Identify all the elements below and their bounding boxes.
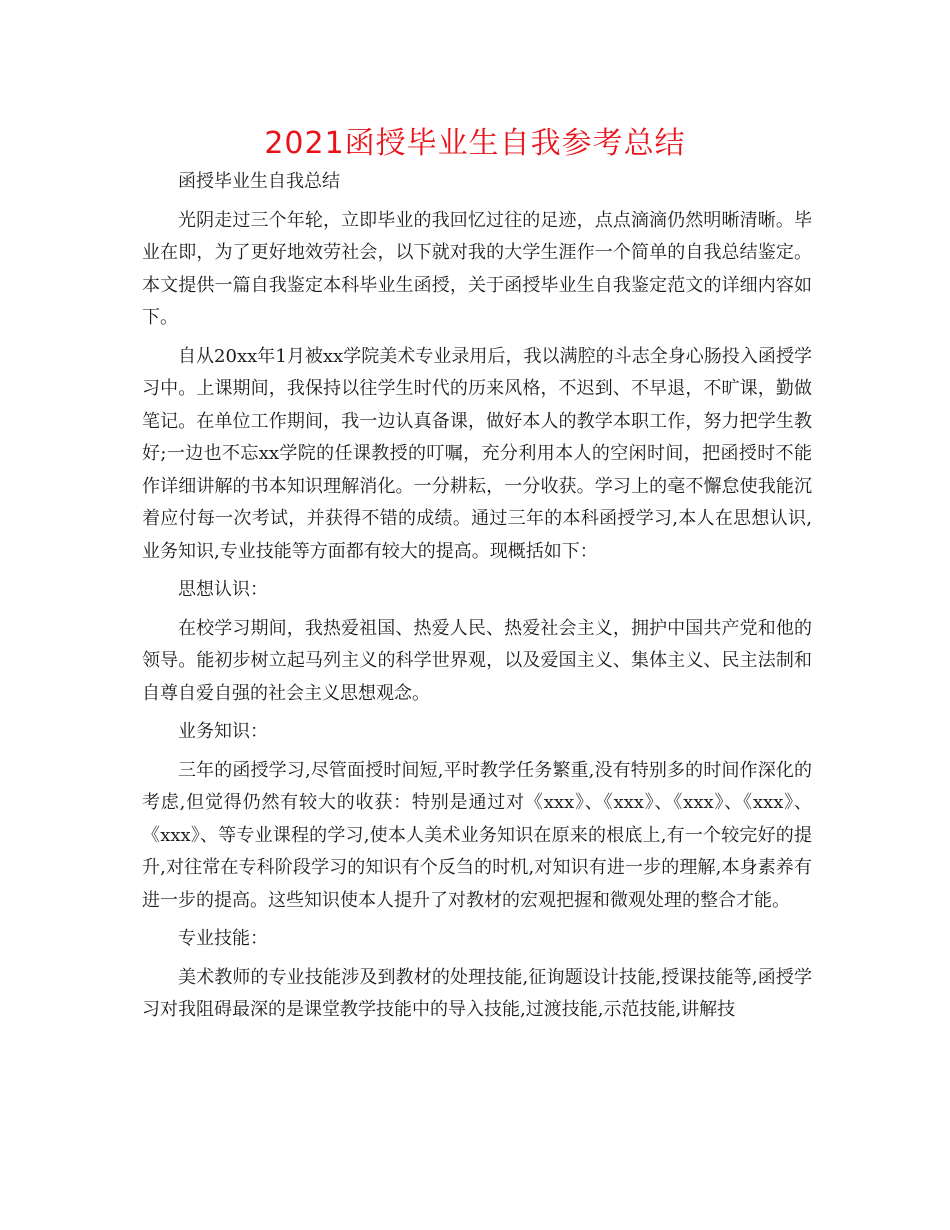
intro-paragraph: 光阴走过三个年轮，立即毕业的我回忆过往的足迹，点点滴滴仍然明晰清晰。毕业在即，为了更好地效劳社会，以下就对我的大学生涯作一个简单的自我总结鉴定。本文提供一篇自我鉴定本科毕业生函授，关于函授毕业生自我鉴定范文的详细内容如下。 [142, 209, 812, 328]
study-paragraph: 自从20xx年1月被xx学院美术专业录用后，我以满腔的斗志全身心肠投入函授学习中。上课期间，我保持以往学生时代的历来风格，不迟到、不早退，不旷课，勤做笔记。在单位工作期间，我一边认真备课，做好本人的教学本职工作，努力把学生教好;一边也不忘xx学院的任课教授的叮嘱，充分利用本人的空闲时间，把函授时不能作详细讲解的书本知识理解消化。一分耕耘，一分收获。学习上的毫不懈怠使我能沉着应付每一次考试，并获得不错的成绩。通过三年的本科函授学习,本人在思想认识,业务知识,专业技能等方面都有较大的提高。现概括如下： [142, 345, 812, 562]
ideology-paragraph: 在校学习期间，我热爱祖国、热爱人民、热爱社会主义，拥护中国共产党和他的领导。能初步树立起马列主义的科学世界观，以及爱国主义、集体主义、民主法制和自尊自爱自强的社会主义思想观念。 [142, 617, 812, 704]
business-heading: 业务知识： [178, 721, 268, 742]
document-title: 2021函授毕业生自我参考总结 [264, 126, 686, 161]
ideology-heading: 思想认识： [178, 579, 268, 600]
document-subtitle: 函授毕业生自我总结 [178, 171, 340, 192]
skills-heading: 专业技能： [178, 928, 268, 949]
document-body [142, 166, 812, 1033]
business-paragraph: 三年的函授学习,尽管面授时间短,平时教学任务繁重,没有特别多的时间作深化的考虑,但觉得仍然有较大的收获：特别是通过对《xxx》、《xxx》、《xxx》、《xxx》、《xxx》、等专业课程的学习,使本人美术业务知识在原来的根底上,有一个较完好的提升,对往常在专科阶段学习的知识有个反刍的时机,对知识有进一步的理解,本身素养有进一步的提高。这些知识使本人提升了对教材的宏观把握和微观处理的整合才能。 [142, 759, 812, 911]
skills-paragraph: 美术教师的专业技能涉及到教材的处理技能,征询题设计技能,授课技能等,函授学习对我阻碍最深的是课堂教学技能中的导入技能,过渡技能,示范技能,讲解技 [142, 966, 812, 1020]
